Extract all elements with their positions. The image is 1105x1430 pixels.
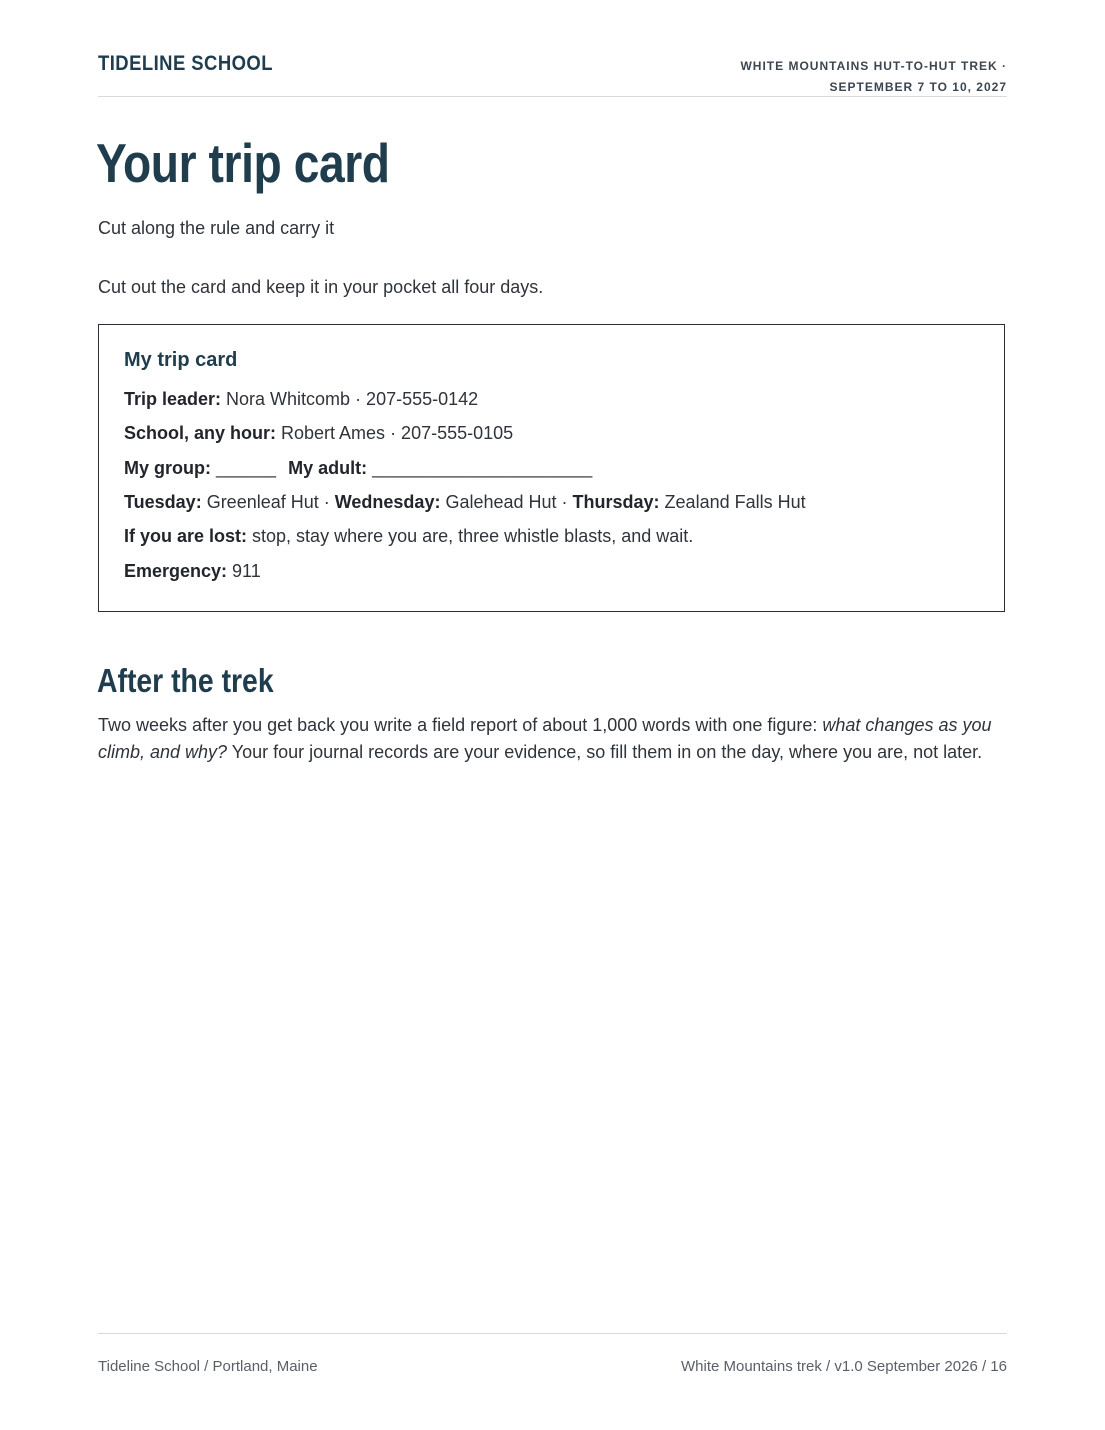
school-contact-label: School, any hour: xyxy=(124,423,277,443)
emergency-number: 911 xyxy=(227,561,261,581)
lost-instructions: stop, stay where you are, three whistle blasts, and wait. xyxy=(247,526,694,546)
trip-card xyxy=(98,324,1005,612)
my-group-label: My group: xyxy=(124,458,211,478)
after-trek-heading: After the trek xyxy=(97,662,274,699)
after-trek-text-end: Your four journal records are your evidence, so fill them in on the day, where you are, not later. xyxy=(227,742,983,762)
thursday-hut: Zealand Falls Hut xyxy=(659,492,806,512)
trip-meta-line1: WHITE MOUNTAINS HUT-TO-HUT TREK · xyxy=(740,59,1007,73)
page-header xyxy=(98,50,1007,97)
intro-text: Cut out the card and keep it in your pocket all four days. xyxy=(98,277,544,297)
school-contact-line xyxy=(124,421,513,445)
footer-doc-info: White Mountains trek / v1.0 September 2026 / 16 xyxy=(680,1358,1007,1375)
card-title: My trip card xyxy=(124,349,238,371)
after-trek-body xyxy=(98,712,1010,766)
trip-leader-label: Trip leader: xyxy=(124,389,222,409)
my-group-blank: ______ xyxy=(211,458,277,478)
wednesday-hut: Galehead Hut · xyxy=(440,492,573,512)
trip-meta-line2: SEPTEMBER 7 TO 10, 2027 xyxy=(829,80,1007,94)
page-title: Your trip card xyxy=(96,132,390,194)
my-adult-blank: ______________________ xyxy=(367,458,593,478)
huts-line xyxy=(124,490,806,514)
lost-label: If you are lost: xyxy=(124,526,248,546)
emergency-line xyxy=(124,559,261,583)
thursday-label: Thursday: xyxy=(572,492,660,512)
tuesday-hut: Greenleaf Hut · xyxy=(201,492,335,512)
wednesday-label: Wednesday: xyxy=(334,492,441,512)
page-subtitle: Cut along the rule and carry it xyxy=(98,218,335,238)
trip-leader-line xyxy=(124,387,478,411)
school-brand: TIDELINE SCHOOL xyxy=(98,52,273,75)
lost-instructions-line xyxy=(124,524,693,548)
my-adult-label: My adult: xyxy=(288,458,368,478)
footer-school: Tideline School / Portland, Maine xyxy=(98,1358,318,1375)
group-adult-line xyxy=(124,456,592,480)
tuesday-label: Tuesday: xyxy=(124,492,202,512)
trip-meta xyxy=(740,56,1007,98)
page-footer xyxy=(98,1333,1007,1384)
emergency-label: Emergency: xyxy=(124,561,228,581)
school-contact-value: Robert Ames · 207-555-0105 xyxy=(276,423,514,443)
after-trek-text-start: Two weeks after you get back you write a field report of about 1,000 words with one figure: xyxy=(98,715,823,735)
report-question: what changes as you climb, and why? xyxy=(98,715,992,762)
trip-leader-value: Nora Whitcomb · 207-555-0142 xyxy=(221,389,479,409)
